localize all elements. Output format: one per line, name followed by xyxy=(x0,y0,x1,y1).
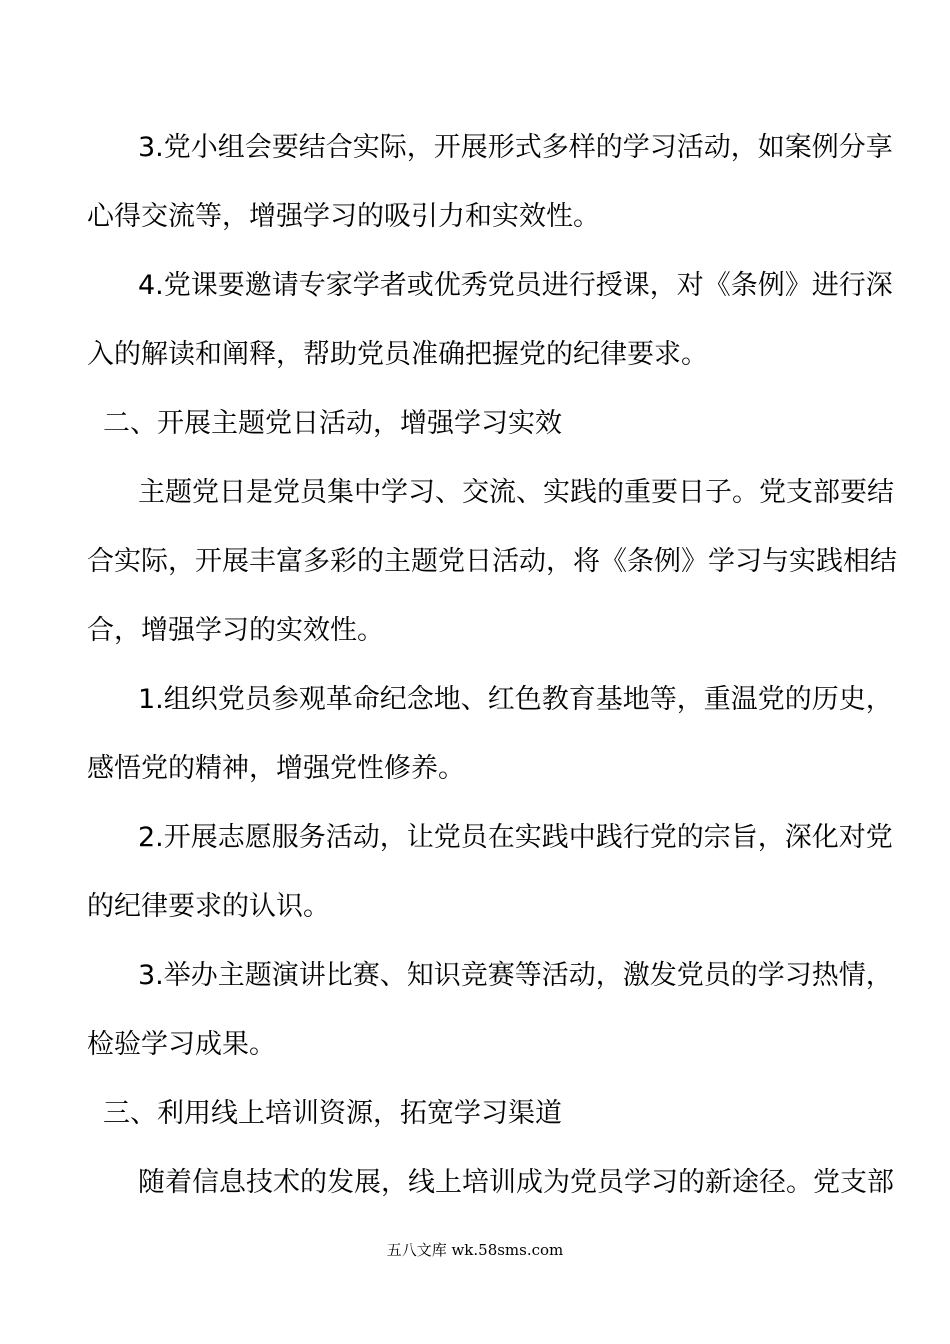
paragraph-line: 的纪律要求的认识。 xyxy=(87,891,330,922)
paragraph-line: 合实际，开展丰富多彩的主题党日活动，将《条例》学习与实践相结 xyxy=(87,546,897,577)
paragraph-line: 随着信息技术的发展，线上培训成为党员学习的新途径。党支部 xyxy=(138,1167,894,1198)
paragraph-line: 感悟党的精神，增强党性修养。 xyxy=(87,753,465,784)
paragraph-line: 4.党课要邀请专家学者或优秀党员进行授课，对《条例》进行深 xyxy=(138,270,893,301)
section-heading: 二、开展主题党日活动，增强学习实效 xyxy=(103,408,562,439)
footer-watermark: 五八文库 wk.58sms.com xyxy=(386,1241,564,1259)
paragraph-line: 检验学习成果。 xyxy=(87,1029,276,1060)
section-heading: 三、利用线上培训资源，拓宽学习渠道 xyxy=(103,1098,562,1129)
paragraph-line: 3.举办主题演讲比赛、知识竞赛等活动，激发党员的学习热情， xyxy=(138,960,893,991)
paragraph-line: 3.党小组会要结合实际，开展形式多样的学习活动，如案例分享 xyxy=(138,132,893,163)
paragraph-line: 2.开展志愿服务活动，让党员在实践中践行党的宗旨，深化对党 xyxy=(138,822,893,853)
paragraph-line: 入的解读和阐释，帮助党员准确把握党的纪律要求。 xyxy=(87,339,708,370)
paragraph-line: 1.组织党员参观革命纪念地、红色教育基地等，重温党的历史， xyxy=(138,684,893,715)
paragraph-line: 主题党日是党员集中学习、交流、实践的重要日子。党支部要结 xyxy=(138,477,894,508)
paragraph-line: 心得交流等，增强学习的吸引力和实效性。 xyxy=(87,201,600,232)
paragraph-line: 合，增强学习的实效性。 xyxy=(87,615,384,646)
